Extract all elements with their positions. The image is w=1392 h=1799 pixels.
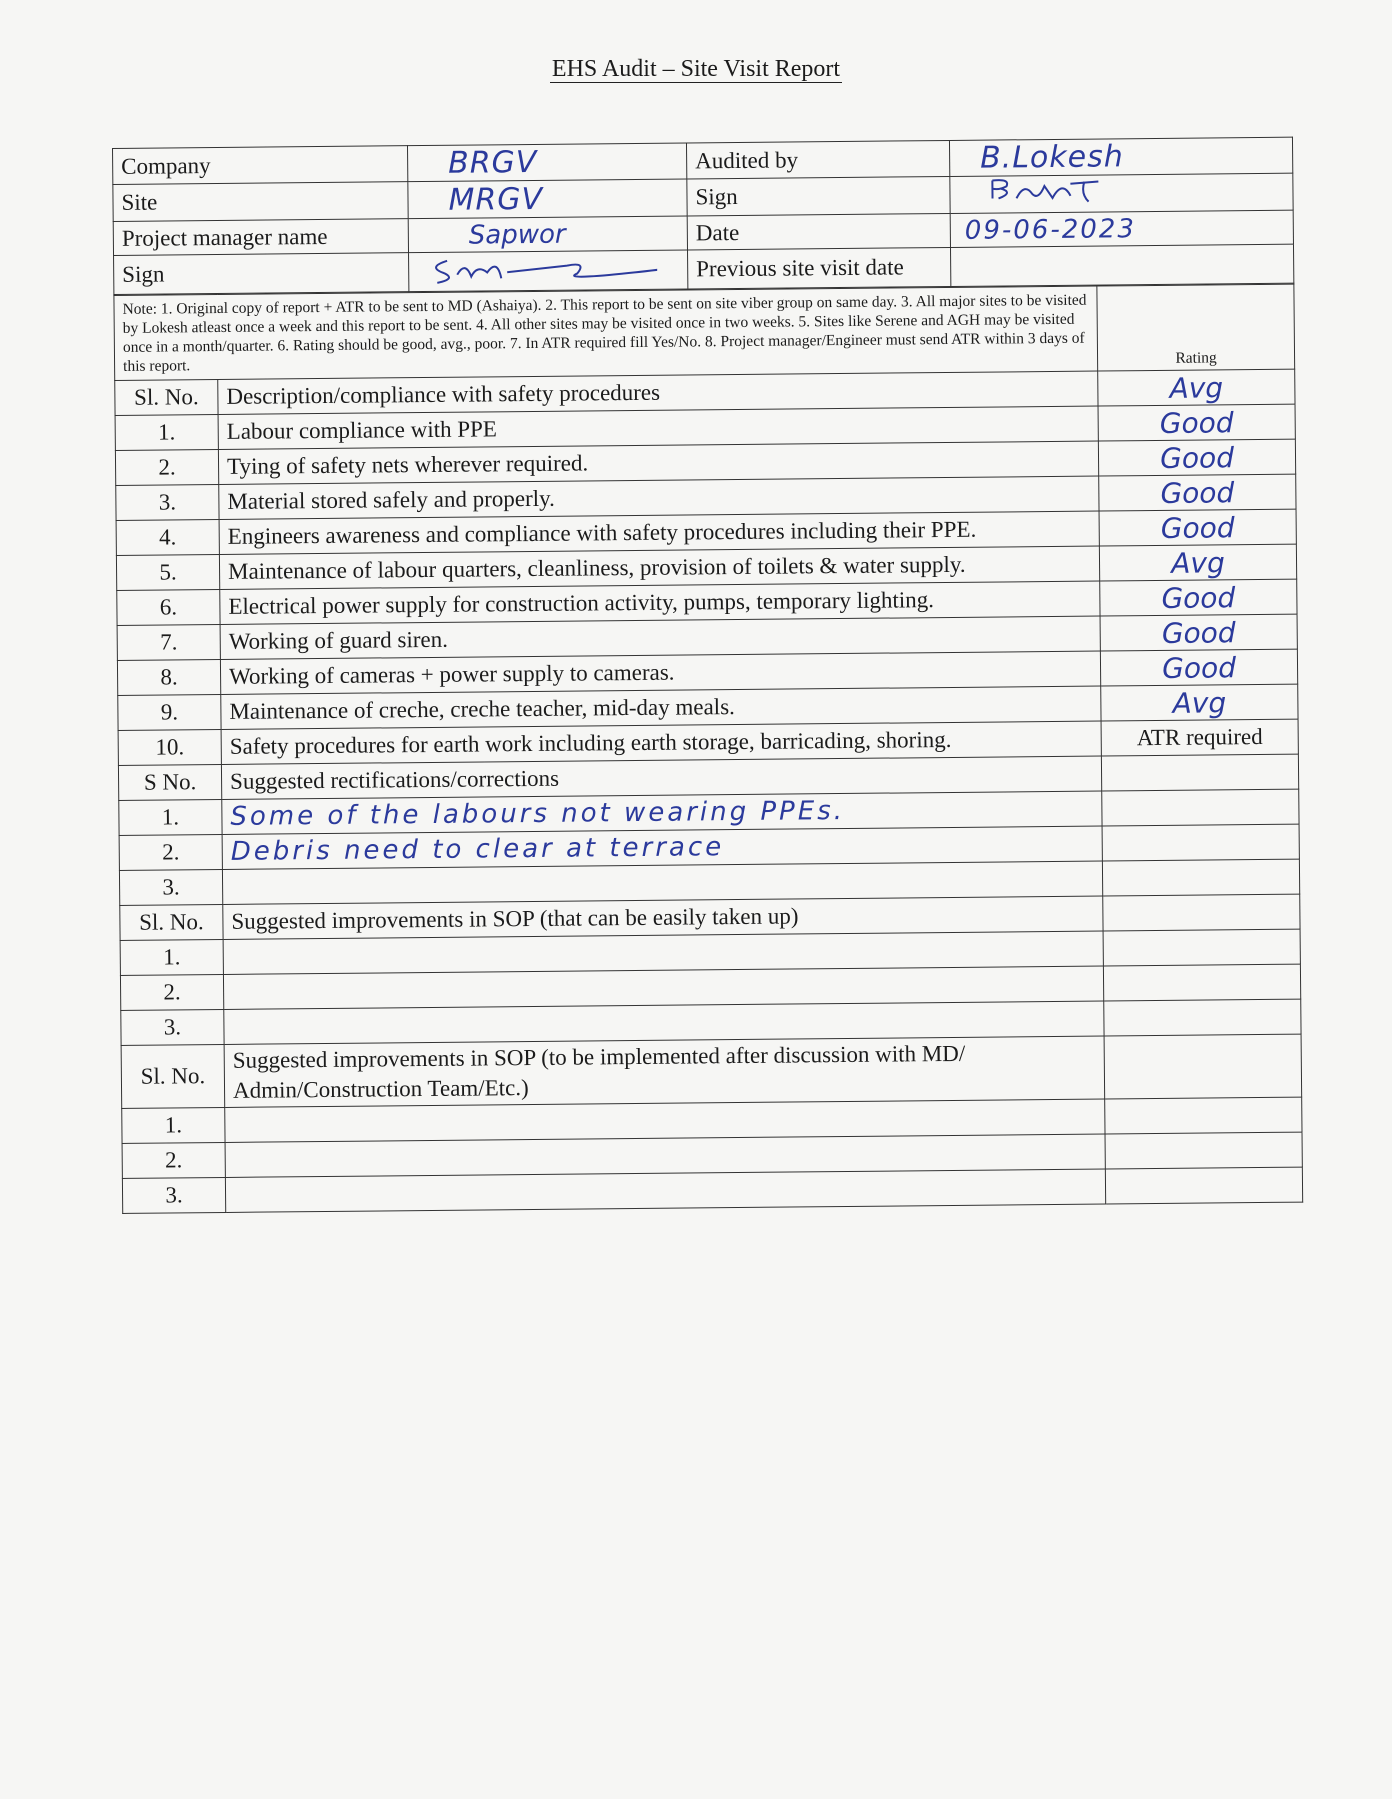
row-description: Engineers awareness and compliance with safety procedures including their PPE.: [219, 511, 1099, 554]
row-number: 1.: [115, 414, 218, 450]
row-description: Labour compliance with PPE: [218, 406, 1098, 449]
atr-cell[interactable]: [1101, 754, 1298, 791]
row-number: 6.: [117, 589, 220, 625]
company-value[interactable]: BRGV: [407, 143, 686, 182]
row-number: 5.: [116, 554, 219, 590]
auditor-signature: [950, 173, 1293, 213]
row-number: 10.: [118, 729, 221, 765]
rectification-text[interactable]: Debris need to clear at terrace: [222, 826, 1102, 869]
project-manager-value[interactable]: Sapwor: [408, 216, 687, 253]
atr-cell[interactable]: [1102, 824, 1299, 861]
row-number: 3.: [119, 869, 222, 905]
row-number: 7.: [117, 624, 220, 660]
atr-cell[interactable]: [1105, 1097, 1302, 1134]
audit-form: [112, 137, 1302, 1214]
row-number: 2.: [119, 834, 222, 870]
row-description: Maintenance of labour quarters, cleanliness, provision of toilets & water supply.: [219, 546, 1099, 589]
date-value[interactable]: 09-06-2023: [950, 210, 1293, 247]
project-manager-label: Project manager name: [113, 219, 408, 256]
atr-cell[interactable]: [1105, 1132, 1302, 1169]
company-label: Company: [113, 146, 408, 185]
pm-sign-label: Sign: [114, 253, 409, 295]
atr-cell[interactable]: [1104, 1034, 1302, 1099]
note-text: Note: 1. Original copy of report + ATR to be sent to MD (Ashaiya). 2. This report to be sent on site viber group on same day. 3. All major sites to be visited by Lokesh atleast once a week and this report to be sent. 4. All other sites may be visited once in two weeks. 5. Sites like Serene and AGH may be visited once in a month/quarter. 6. Rating should be good, avg., poor. 7. In ATR required fill Yes/No. 8. Project manager/Engineer must send ATR within 3 days of this report.: [114, 286, 1098, 380]
compliance-table: [113, 284, 1303, 1214]
rating-cell[interactable]: Good: [1099, 509, 1296, 546]
audited-by-label: Audited by: [686, 140, 949, 179]
atr-cell[interactable]: [1103, 964, 1300, 1001]
row-number: 2.: [120, 974, 223, 1010]
row-number: 9.: [118, 694, 221, 730]
row-description: Working of cameras + power supply to cameras.: [220, 651, 1100, 694]
atr-cell[interactable]: [1102, 789, 1299, 826]
row-number: 1.: [120, 939, 223, 975]
rating-cell[interactable]: Avg: [1098, 369, 1295, 406]
sop-discuss-col-desc-header: Suggested improvements in SOP (to be implemented after discussion with MD/ Admin/Construction Team/Etc.): [224, 1036, 1105, 1107]
row-number: 8.: [117, 659, 220, 695]
site-value[interactable]: MRGV: [408, 179, 687, 219]
auditor-signature-icon: [958, 175, 1138, 207]
row-number: 2.: [115, 449, 218, 485]
row-number: 3.: [121, 1009, 224, 1045]
rating-cell[interactable]: Good: [1098, 404, 1295, 441]
col-desc-header: Description/compliance with safety procedures: [218, 371, 1098, 414]
atr-cell[interactable]: [1105, 1167, 1302, 1204]
previous-visit-value[interactable]: [950, 244, 1293, 286]
atr-header: ATR required: [1101, 719, 1298, 756]
sop-easy-col-desc-header: Suggested improvements in SOP (that can be easily taken up): [223, 896, 1103, 939]
rect-col-desc-header: Suggested rectifications/corrections: [221, 756, 1101, 799]
header-table: [112, 137, 1294, 295]
rectification-text[interactable]: Some of the labours not wearing PPEs.: [222, 791, 1102, 834]
row-description: Working of guard siren.: [220, 616, 1100, 659]
row-number: 3.: [122, 1177, 225, 1213]
date-label: Date: [687, 213, 950, 250]
pm-signature: [409, 250, 688, 292]
rating-cell[interactable]: Good: [1098, 439, 1295, 476]
row-description: Electrical power supply for construction activity, pumps, temporary lighting.: [220, 581, 1100, 624]
rating-header: Rating: [1097, 284, 1295, 371]
audited-by-value[interactable]: B.Lokesh: [949, 137, 1292, 176]
report-title: EHS Audit – Site Visit Report: [551, 56, 841, 82]
sop-easy-col-no-header: Sl. No.: [120, 904, 223, 940]
row-description: Safety procedures for earth work including earth storage, barricading, shoring.: [221, 721, 1101, 764]
rating-cell[interactable]: Avg: [1101, 684, 1298, 721]
rating-cell[interactable]: Avg: [1099, 544, 1296, 581]
site-label: Site: [113, 182, 408, 222]
col-no-header: Sl. No.: [115, 379, 218, 415]
row-description: Material stored safely and properly.: [219, 476, 1099, 519]
sop-discuss-text[interactable]: [225, 1169, 1105, 1212]
rating-cell[interactable]: Good: [1100, 579, 1297, 616]
row-number: 1.: [122, 1107, 225, 1143]
rect-col-no-header: S No.: [118, 764, 221, 800]
atr-cell[interactable]: [1103, 894, 1300, 931]
pm-signature-icon: [417, 251, 657, 285]
atr-cell[interactable]: [1104, 999, 1301, 1036]
atr-cell[interactable]: [1102, 859, 1299, 896]
row-number: 3.: [116, 484, 219, 520]
row-number: 1.: [119, 799, 222, 835]
row-description: Maintenance of creche, creche teacher, mid-day meals.: [221, 686, 1101, 729]
row-number: 4.: [116, 519, 219, 555]
rating-cell[interactable]: Good: [1100, 614, 1297, 651]
rating-cell[interactable]: Good: [1099, 474, 1296, 511]
row-description: Tying of safety nets wherever required.: [218, 441, 1098, 484]
row-number: 2.: [122, 1142, 225, 1178]
rating-cell[interactable]: Good: [1100, 649, 1297, 686]
auditor-sign-label: Sign: [687, 176, 950, 216]
sop-discuss-col-no-header: Sl. No.: [121, 1044, 225, 1108]
previous-visit-label: Previous site visit date: [688, 247, 951, 289]
atr-cell[interactable]: [1103, 929, 1300, 966]
